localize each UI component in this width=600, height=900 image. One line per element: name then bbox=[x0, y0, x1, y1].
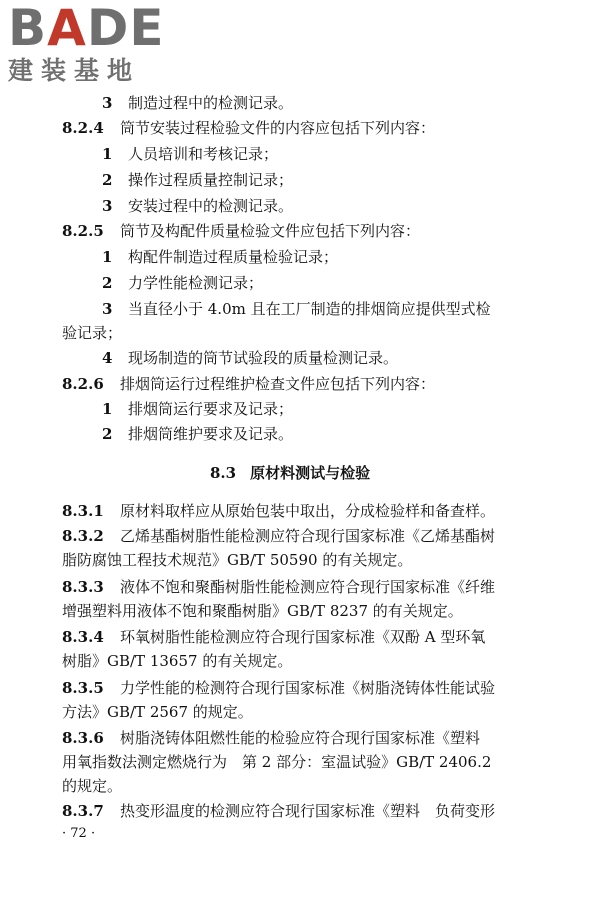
list-item: 3 当直径小于 4.0m 且在工厂制造的排烟筒应提供型式检 bbox=[102, 300, 491, 318]
clause-8-2-6: 8.2.6 排烟筒运行过程维护检查文件应包括下列内容： bbox=[62, 375, 436, 393]
section-heading: 8.3 原材料测试与检验 bbox=[210, 464, 371, 482]
clause-continuation: 的规定。 bbox=[62, 777, 123, 795]
clause-8-3-5: 8.3.5 力学性能的检测符合现行国家标准《树脂浇铸体性能试验 bbox=[62, 679, 496, 697]
clause-8-3-2: 8.3.2 乙烯基酯树脂性能检测应符合现行国家标准《乙烯基酯树 bbox=[62, 527, 496, 545]
list-item: 2 排烟筒维护要求及记录。 bbox=[102, 425, 294, 443]
page-number: · 72 · bbox=[62, 826, 96, 841]
clause-continuation: 增强塑料用液体不饱和聚酯树脂》GB/T 8237 的有关规定。 bbox=[62, 602, 463, 620]
clause-8-3-1: 8.3.1 原材料取样应从原始包装中取出，分成检验样和备查样。 bbox=[62, 502, 496, 520]
clause-8-2-4: 8.2.4 筒节安装过程检验文件的内容应包括下列内容： bbox=[62, 119, 436, 137]
clause-continuation: 方法》GB/T 2567 的规定。 bbox=[62, 703, 253, 721]
list-item: 1 排烟筒运行要求及记录； bbox=[102, 400, 294, 418]
clause-continuation: 脂防腐蚀工程技术规范》GB/T 50590 的有关规定。 bbox=[62, 551, 413, 569]
clause-continuation: 用氧指数法测定燃烧行为 第 2 部分：室温试验》GB/T 2406.2 bbox=[62, 753, 492, 771]
clause-continuation: 树脂》GB/T 13657 的有关规定。 bbox=[62, 652, 293, 670]
list-item: 1 构配件制造过程质量检验记录； bbox=[102, 248, 339, 266]
list-item: 4 现场制造的筒节试验段的质量检测记录。 bbox=[102, 349, 399, 367]
clause-8-2-5: 8.2.5 筒节及构配件质量检验文件应包括下列内容： bbox=[62, 222, 421, 240]
list-item: 1 人员培训和考核记录； bbox=[102, 145, 279, 163]
logo-subtitle: 建装基地 bbox=[8, 56, 141, 85]
list-item: 3 制造过程中的检测记录。 bbox=[102, 94, 294, 112]
brand-logo bbox=[8, 2, 178, 88]
clause-8-3-6: 8.3.6 树脂浇铸体阻燃性能的检验应符合现行国家标准《塑料 bbox=[62, 729, 481, 747]
list-item-continuation: 验记录； bbox=[62, 324, 123, 342]
list-item: 3 安装过程中的检测记录。 bbox=[102, 197, 294, 215]
clause-8-3-3: 8.3.3 液体不饱和聚酯树脂性能检测应符合现行国家标准《纤维 bbox=[62, 578, 496, 596]
clause-8-3-4: 8.3.4 环氧树脂性能检测应符合现行国家标准《双酚 A 型环氧 bbox=[62, 628, 486, 646]
logo-wordmark: BADE bbox=[8, 0, 165, 57]
clause-8-3-7: 8.3.7 热变形温度的检测应符合现行国家标准《塑料 负荷变形 bbox=[62, 802, 496, 820]
list-item: 2 力学性能检测记录； bbox=[102, 274, 264, 292]
list-item: 2 操作过程质量控制记录； bbox=[102, 171, 294, 189]
